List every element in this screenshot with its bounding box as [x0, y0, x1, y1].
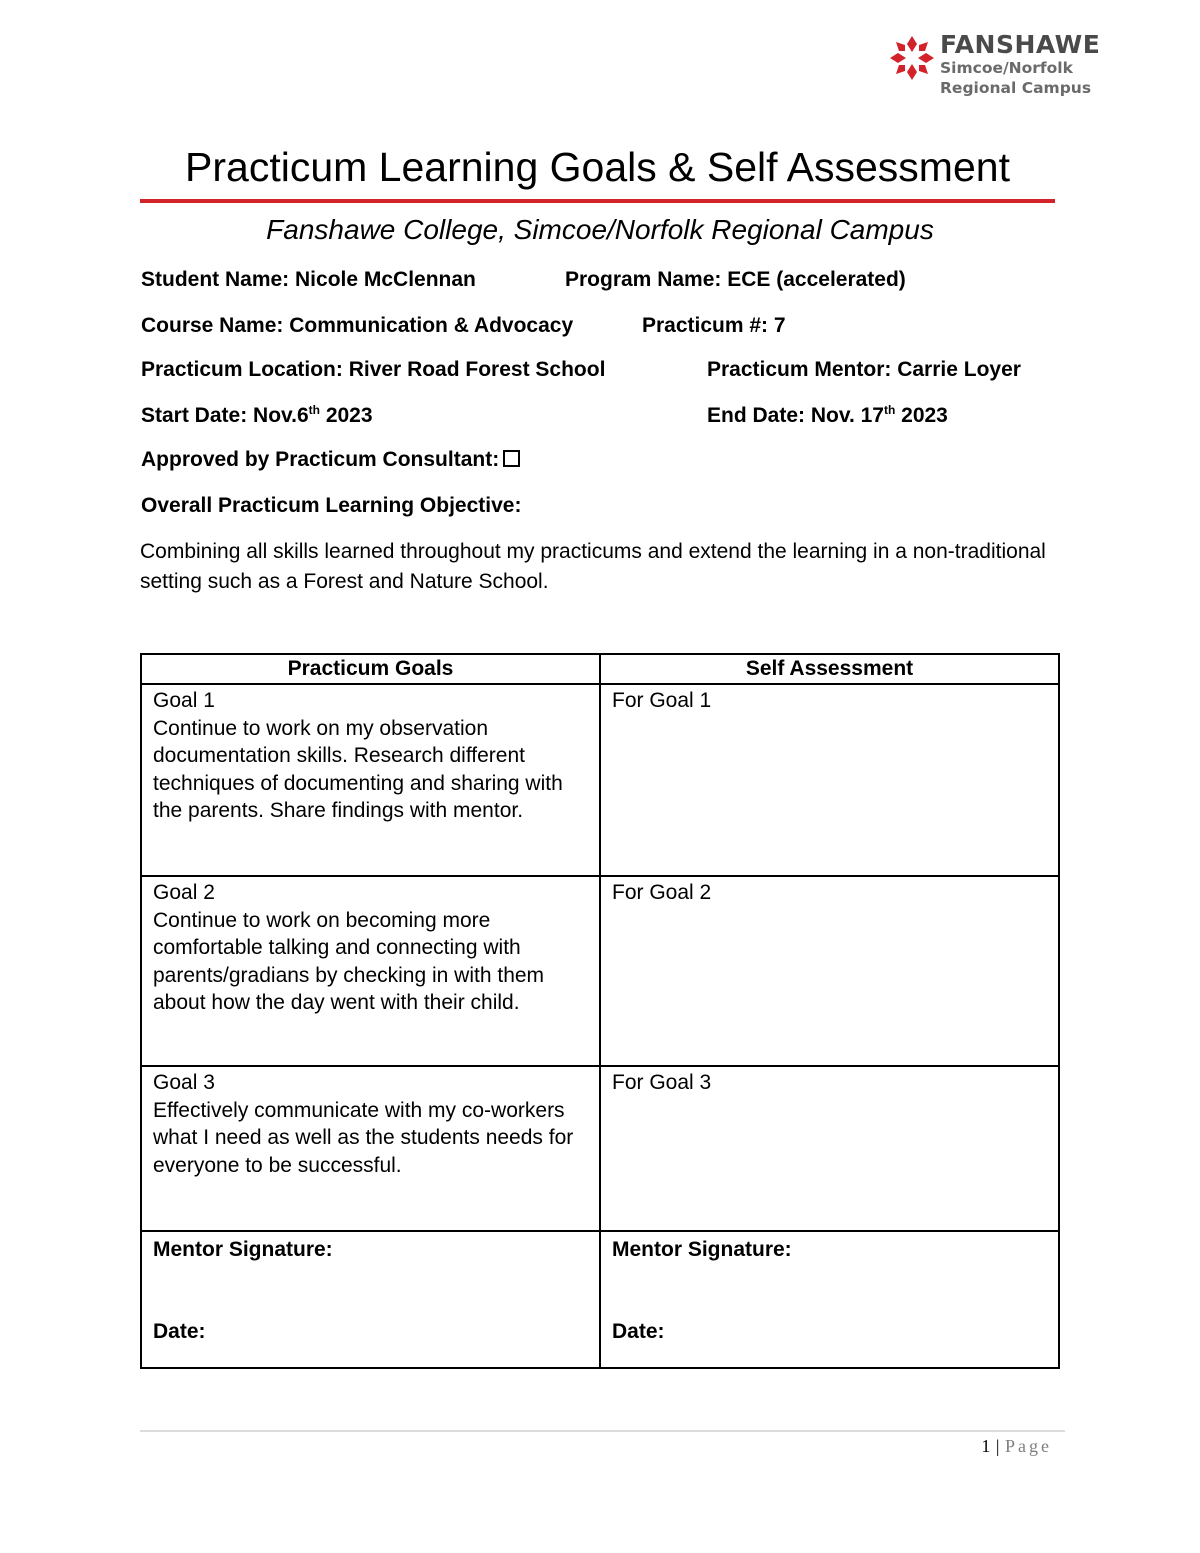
page-word: Page — [1005, 1436, 1052, 1456]
assessment-title: For Goal 1 — [612, 689, 712, 712]
end-date-text: End Date: Nov. 17 — [707, 404, 884, 427]
practicum-number-field: Practicum #: 7 — [642, 314, 786, 337]
practicum-mentor-field: Practicum Mentor: Carrie Loyer — [707, 358, 1021, 381]
assessment-title: For Goal 2 — [612, 881, 712, 904]
signature-cell-left[interactable] — [141, 1231, 600, 1368]
goal-text: Continue to work on becoming more comfortable talking and connecting with parents/gradians by checking in with them about how the day went with their child. — [153, 908, 545, 1014]
fanshawe-logo — [888, 32, 1103, 112]
date-label: Date: — [612, 1319, 665, 1343]
goal-cell[interactable] — [141, 1066, 600, 1231]
table-header-row — [141, 654, 1059, 684]
goal-cell[interactable] — [141, 684, 600, 876]
assessment-cell[interactable] — [600, 876, 1059, 1066]
assessment-cell[interactable] — [600, 1066, 1059, 1231]
document-title: Practicum Learning Goals & Self Assessment — [185, 144, 1010, 190]
approved-field — [141, 448, 520, 472]
assessment-cell[interactable] — [600, 684, 1059, 876]
logo-brand: FANSHAWE — [940, 30, 1101, 59]
approved-checkbox[interactable] — [503, 450, 520, 467]
mentor-signature-label: Mentor Signature: — [612, 1238, 792, 1261]
approved-label: Approved by Practicum Consultant: — [141, 448, 500, 471]
start-date-text: Start Date: Nov.6 — [141, 404, 309, 427]
start-date-field — [141, 403, 373, 428]
end-date-suffix-sup: th — [883, 403, 896, 417]
signature-row — [141, 1231, 1059, 1368]
assessment-title: For Goal 3 — [612, 1071, 712, 1094]
end-date-field — [707, 403, 948, 428]
student-name-field: Student Name: Nicole McClennan — [141, 268, 476, 291]
objective-text: Combining all skills learned throughout my practicums and extend the learning in a non-traditional setting such as a Forest and Nature School. — [140, 540, 1046, 593]
date-label: Date: — [153, 1319, 206, 1343]
objective-label: Overall Practicum Learning Objective: — [141, 494, 522, 517]
goal-text: Continue to work on my observation documentation skills. Research different techniques of documenting and sharing with the parents. Share findings with mentor. — [153, 716, 563, 822]
start-date-suffix-sup: th — [308, 403, 320, 417]
page-footer — [981, 1436, 1052, 1457]
goal-row — [141, 684, 1059, 876]
goal-row — [141, 1066, 1059, 1231]
logo-campus-line1: Simcoe/Norfolk — [940, 59, 1073, 77]
goal-title: Goal 3 — [153, 1071, 215, 1094]
logo-campus-line2: Regional Campus — [940, 78, 1092, 97]
goal-title: Goal 2 — [153, 881, 215, 904]
goal-text: Effectively communicate with my co-workers what I need as well as the students needs for everyone to be successful. — [153, 1098, 574, 1177]
fanshawe-star-icon — [888, 34, 936, 82]
practicum-goals-header: Practicum Goals — [141, 654, 600, 684]
self-assessment-header: Self Assessment — [600, 654, 1059, 684]
goal-title: Goal 1 — [153, 689, 215, 712]
mentor-signature-label: Mentor Signature: — [153, 1238, 333, 1261]
start-date-year: 2023 — [319, 404, 373, 427]
goal-cell[interactable] — [141, 876, 600, 1066]
goal-row — [141, 876, 1059, 1066]
goals-table — [140, 653, 1060, 1369]
signature-cell-right[interactable] — [600, 1231, 1059, 1368]
end-date-year: 2023 — [895, 404, 948, 427]
page-separator: | — [990, 1436, 1005, 1456]
footer-divider — [140, 1430, 1065, 1432]
program-name-field: Program Name: ECE (accelerated) — [565, 268, 906, 291]
page-number: 1 — [981, 1436, 991, 1456]
document-subtitle: Fanshawe College, Simcoe/Norfolk Regional Campus — [266, 214, 934, 245]
title-underline — [140, 199, 1055, 203]
course-name-field: Course Name: Communication & Advocacy — [141, 314, 574, 337]
practicum-location-field: Practicum Location: River Road Forest School — [141, 358, 606, 381]
